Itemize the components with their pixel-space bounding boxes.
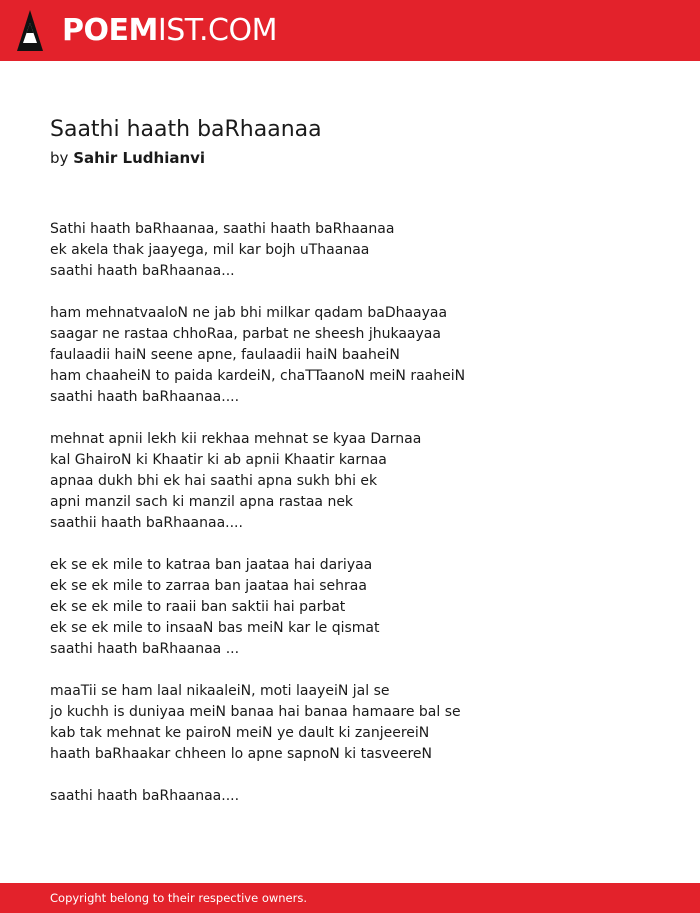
site-footer [0,883,700,913]
poem-line: saathi haath baRhaanaa.... [50,788,240,804]
poem-line: saathii haath baRhaanaa.... [50,515,243,531]
pencil-logo-icon[interactable] [17,10,43,51]
poem-line: mehnat apnii lekh kii rekhaa mehnat se kyaa Darnaa [50,431,422,447]
poem-line: apnaa dukh bhi ek hai saathi apna sukh bhi ek [50,473,378,489]
poem-line: ham mehnatvaaloN ne jab bhi milkar qadam baDhaayaa [50,305,448,321]
poem-line: ham chaaheiN to paida kardeiN, chaTTaanoN meiN raaheiN [50,368,466,384]
poem-line: saathi haath baRhaanaa... [50,263,235,279]
poem-line: saathi haath baRhaanaa ... [50,641,240,657]
poem-line: ek se ek mile to katraa ban jaataa hai dariyaa [50,557,373,573]
brand-bold: POEM [62,13,158,48]
poem-body [50,219,670,807]
stanza-break [50,282,670,303]
site-logo-link[interactable] [62,12,277,50]
poem-line: kab tak mehnat ke pairoN meiN ye dault ki zanjeereiN [50,725,430,741]
poem-line: kal GhairoN ki Khaatir ki ab apnii Khaatir karnaa [50,452,387,468]
poem-line: ek se ek mile to zarraa ban jaataa hai sehraa [50,578,367,594]
brand-light: IST.COM [157,13,277,48]
author-name: Sahir Ludhianvi [73,149,206,167]
poem-line: faulaadii haiN seene apne, faulaadii haiN baaheiN [50,347,400,363]
poem-line: maaTii se ham laal nikaaleiN, moti laayeiN jal se [50,683,390,699]
poem-line: ek se ek mile to raaii ban saktii hai parbat [50,599,346,615]
stanza-break [50,765,670,786]
copyright-text: Copyright belong to their respective owners. [50,891,308,905]
stanza-break [50,660,670,681]
by-label: by [50,149,69,167]
poem-title: Saathi haath baRhaanaa [50,117,322,142]
poem-line: saagar ne rastaa chhoRaa, parbat ne sheesh jhukaayaa [50,326,441,342]
poem-line: ek akela thak jaayega, mil kar bojh uThaanaa [50,242,370,258]
stanza-break [50,534,670,555]
byline [50,149,205,167]
poem-line: jo kuchh is duniyaa meiN banaa hai banaa hamaare bal se [50,704,461,720]
stanza-break [50,408,670,429]
poem-line: ek se ek mile to insaaN bas meiN kar le qismat [50,620,380,636]
poem-line: haath baRhaakar chheen lo apne sapnoN ki tasveereN [50,746,432,762]
poem-line: saathi haath baRhaanaa.... [50,389,240,405]
site-header [0,0,700,61]
poem-line: apni manzil sach ki manzil apna rastaa nek [50,494,354,510]
poem-line: Sathi haath baRhaanaa, saathi haath baRhaanaa [50,221,395,237]
